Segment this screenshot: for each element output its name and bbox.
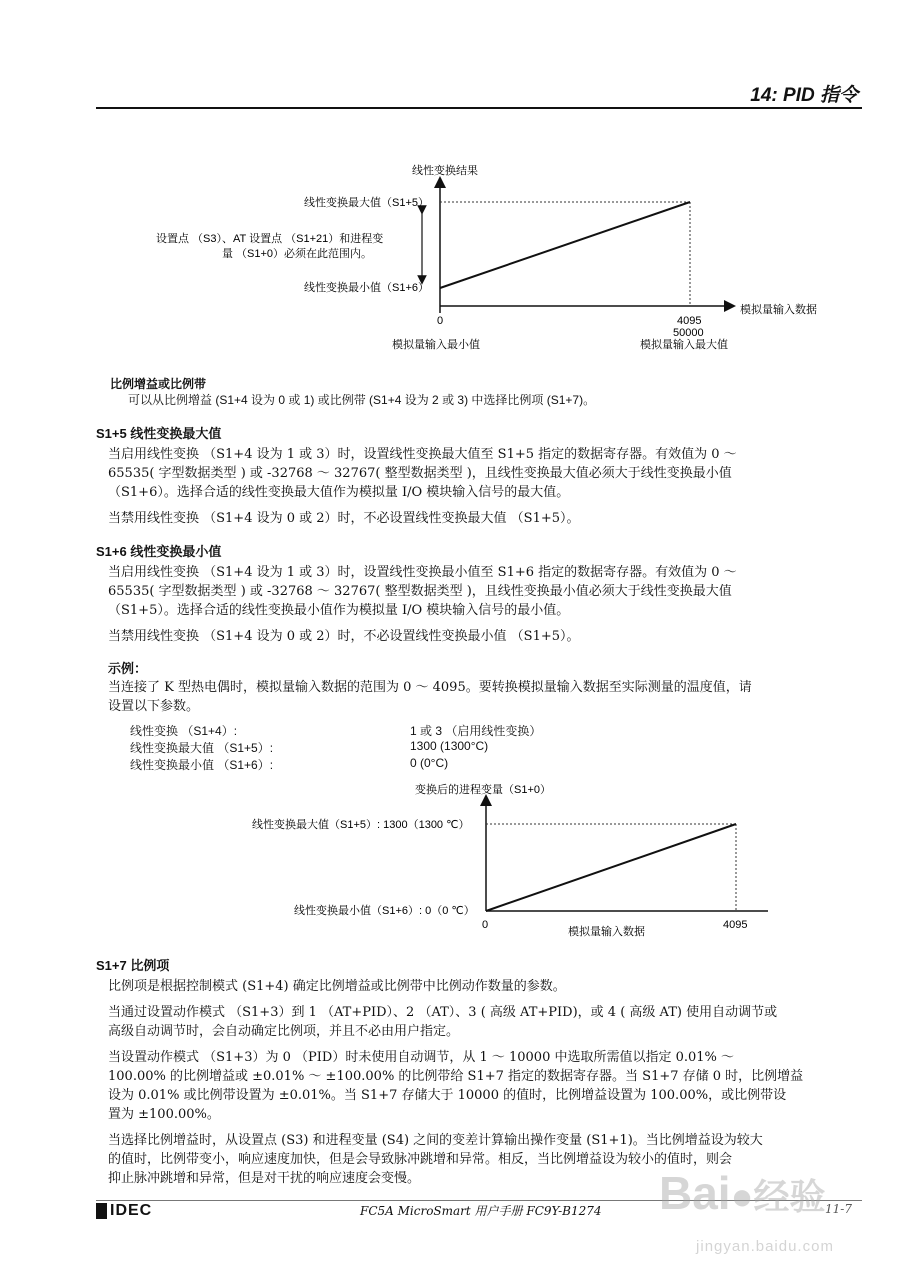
header-rule [96, 107, 862, 109]
s17-paragraph4-line3: 抑止脉冲跳增和异常，但是对干扰的响应速度会变慢。 [108, 1171, 421, 1186]
param-label-s15: 线性变换最大值 （S1+5）: [130, 741, 274, 755]
chart2-min-label: 线性变换最小值（S1+6）: 0（0 ℃） [294, 905, 475, 917]
s16-paragraph1-line1: 当启用线性变换 （S1+4 设为 1 或 3）时，设置线性变换最小值至 S1+6 指定的数据寄存器。有效值为 0 ～ [108, 565, 737, 580]
s17-paragraph4-line1: 当选择比例增益时，从设置点 (S3) 和进程变量 (S4) 之间的变差计算输出操作变量 (S1+1)。当比例增益设为较大 [108, 1133, 763, 1148]
s16-paragraph1-line2: 65535( 字型数据类型 ) 或 -32768 ～ 32767( 整型数据类型 )，且线性变换最小值必须大于线性变换最大值 [108, 584, 732, 599]
s17-heading: S1+7 比例项 [96, 958, 170, 973]
chart1-x-max-caption: 模拟量输入最大值 [640, 339, 728, 351]
s16-paragraph2: 当禁用线性变换 （S1+4 设为 0 或 2）时，不必设置线性变换最小值 （S1+5）。 [108, 629, 580, 644]
baidu-watermark-url: jingyan.baidu.com [696, 1238, 834, 1255]
param-label-s16: 线性变换最小值 （S1+6）: [130, 758, 274, 772]
s17-paragraph3-line3: 设为 0.01% 或比例带设置为 ±0.01%。当 S1+7 存储大于 10000 的值时，比例增益设置为 100.00%，或比例带设 [108, 1088, 787, 1103]
idec-logo-mark [96, 1203, 107, 1219]
param-value-s16: 0 (0°C) [410, 756, 449, 770]
footer-manual-title: FC5A MicroSmart 用户手册 FC9Y-B1274 [360, 1204, 602, 1218]
page-number: 11-7 [825, 1202, 852, 1216]
chart2-y-title: 变换后的进程变量（S1+0） [415, 784, 551, 796]
s17-paragraph3-line4: 置为 ±100.00%。 [108, 1107, 220, 1122]
proportional-text: 可以从比例增益 (S1+4 设为 0 或 1) 或比例带 (S1+4 设为 2 或 3) 中选择比例项 (S1+7)。 [128, 393, 596, 407]
s15-heading: S1+5 线性变换最大值 [96, 426, 222, 441]
param-value-s14: 1 或 3 （启用线性变换） [410, 724, 542, 738]
chart2-conversion-line [486, 824, 736, 911]
chart1-max-label: 线性变换最大值（S1+5） [304, 197, 429, 209]
example-line1: 当连接了 K 型热电偶时，模拟量输入数据的范围为 0 ～ 4095。要转换模拟量输入数据至实际测量的温度值，请 [108, 680, 752, 695]
s15-paragraph1-line3: （S1+6）。选择合适的线性变换最大值作为模拟量 I/O 模块输入信号的最大值。 [108, 485, 570, 500]
paw-icon: ● [730, 1176, 754, 1218]
baidu-logo-word: Bai [659, 1167, 731, 1219]
chart1-min-label: 线性变换最小值（S1+6） [304, 282, 429, 294]
chart2-max-label: 线性变换最大值（S1+5）: 1300（1300 ℃） [252, 819, 470, 831]
baidu-jingyan-word: 经验 [753, 1176, 826, 1217]
s16-paragraph1-line3: （S1+5）。选择合适的线性变换最小值作为模拟量 I/O 模块输入信号的最小值。 [108, 603, 570, 618]
baidu-watermark [655, 1160, 875, 1266]
chart1-x-max2: 50000 [673, 327, 704, 339]
chart1-y-title: 线性变换结果 [412, 165, 478, 177]
proportional-heading: 比例增益或比例带 [110, 377, 207, 391]
chart1-conversion-line [440, 202, 690, 288]
idec-logo-text: IDEC [110, 1202, 153, 1219]
example-line2: 设置以下参数。 [108, 699, 200, 714]
chart1-x-zero: 0 [437, 315, 444, 327]
s16-heading: S1+6 线性变换最小值 [96, 544, 222, 559]
chart1-note-line2: 量 （S1+0）必须在此范围内。 [222, 248, 373, 260]
param-value-s15: 1300 (1300°C) [410, 739, 489, 753]
baidu-logo-text [659, 1166, 826, 1220]
s15-paragraph2: 当禁用线性变换 （S1+4 设为 0 或 2）时，不必设置线性变换最大值 （S1+5）。 [108, 511, 580, 526]
s15-paragraph1-line1: 当启用线性变换 （S1+4 设为 1 或 3）时，设置线性变换最大值至 S1+5 指定的数据寄存器。有效值为 0 ～ [108, 447, 737, 462]
s15-paragraph1-line2: 65535( 字型数据类型 ) 或 -32768 ～ 32767( 整型数据类型 )，且线性变换最大值必须大于线性变换最小值 [108, 466, 732, 481]
s17-paragraph3-line2: 100.00% 的比例增益或 ±0.01% ～ ±100.00% 的比例带给 S1+7 指定的数据寄存器。当 S1+7 存储 0 时，比例增益 [108, 1069, 804, 1084]
temperature-conversion-chart [252, 778, 780, 940]
chart2-x-title: 模拟量输入数据 [568, 926, 645, 938]
chart2-x-zero: 0 [482, 919, 489, 931]
chart1-x-max1: 4095 [677, 315, 702, 327]
chart1-note-line1: 设置点 （S3）、AT 设置点 （S1+21）和进程变 [156, 233, 384, 245]
chart2-x-max: 4095 [723, 919, 748, 931]
s17-paragraph2-line2: 高级自动调节时，会自动确定比例项，并且不必由用户指定。 [108, 1024, 460, 1039]
chapter-title: 14: PID 指令 [750, 85, 858, 106]
s17-paragraph1: 比例项是根据控制模式 (S1+4) 确定比例增益或比例带中比例动作数量的参数。 [108, 979, 566, 994]
s17-paragraph2-line1: 当通过设置动作模式 （S1+3）到 1 （AT+PID）、2 （AT）、3 ( 高级 AT+PID)，或 4 ( 高级 AT) 使用自动调节或 [108, 1005, 778, 1020]
s17-paragraph4-line2: 的值时，比例带变小，响应速度加快，但是会导致脉冲跳增和异常。相反，当比例增益设为较小的值时，则会 [108, 1152, 733, 1167]
idec-logo [96, 1201, 152, 1221]
linear-conversion-chart [140, 158, 840, 358]
chart1-x-title: 模拟量输入数据 [740, 304, 817, 316]
param-label-s14: 线性变换 （S1+4）: [130, 724, 238, 738]
s17-paragraph3-line1: 当设置动作模式 （S1+3）为 0 （PID）时未使用自动调节，从 1 ～ 10000 中选取所需值以指定 0.01% ～ [108, 1050, 735, 1065]
chart1-x-min-caption: 模拟量输入最小值 [392, 339, 480, 351]
example-heading: 示例： [108, 661, 148, 676]
